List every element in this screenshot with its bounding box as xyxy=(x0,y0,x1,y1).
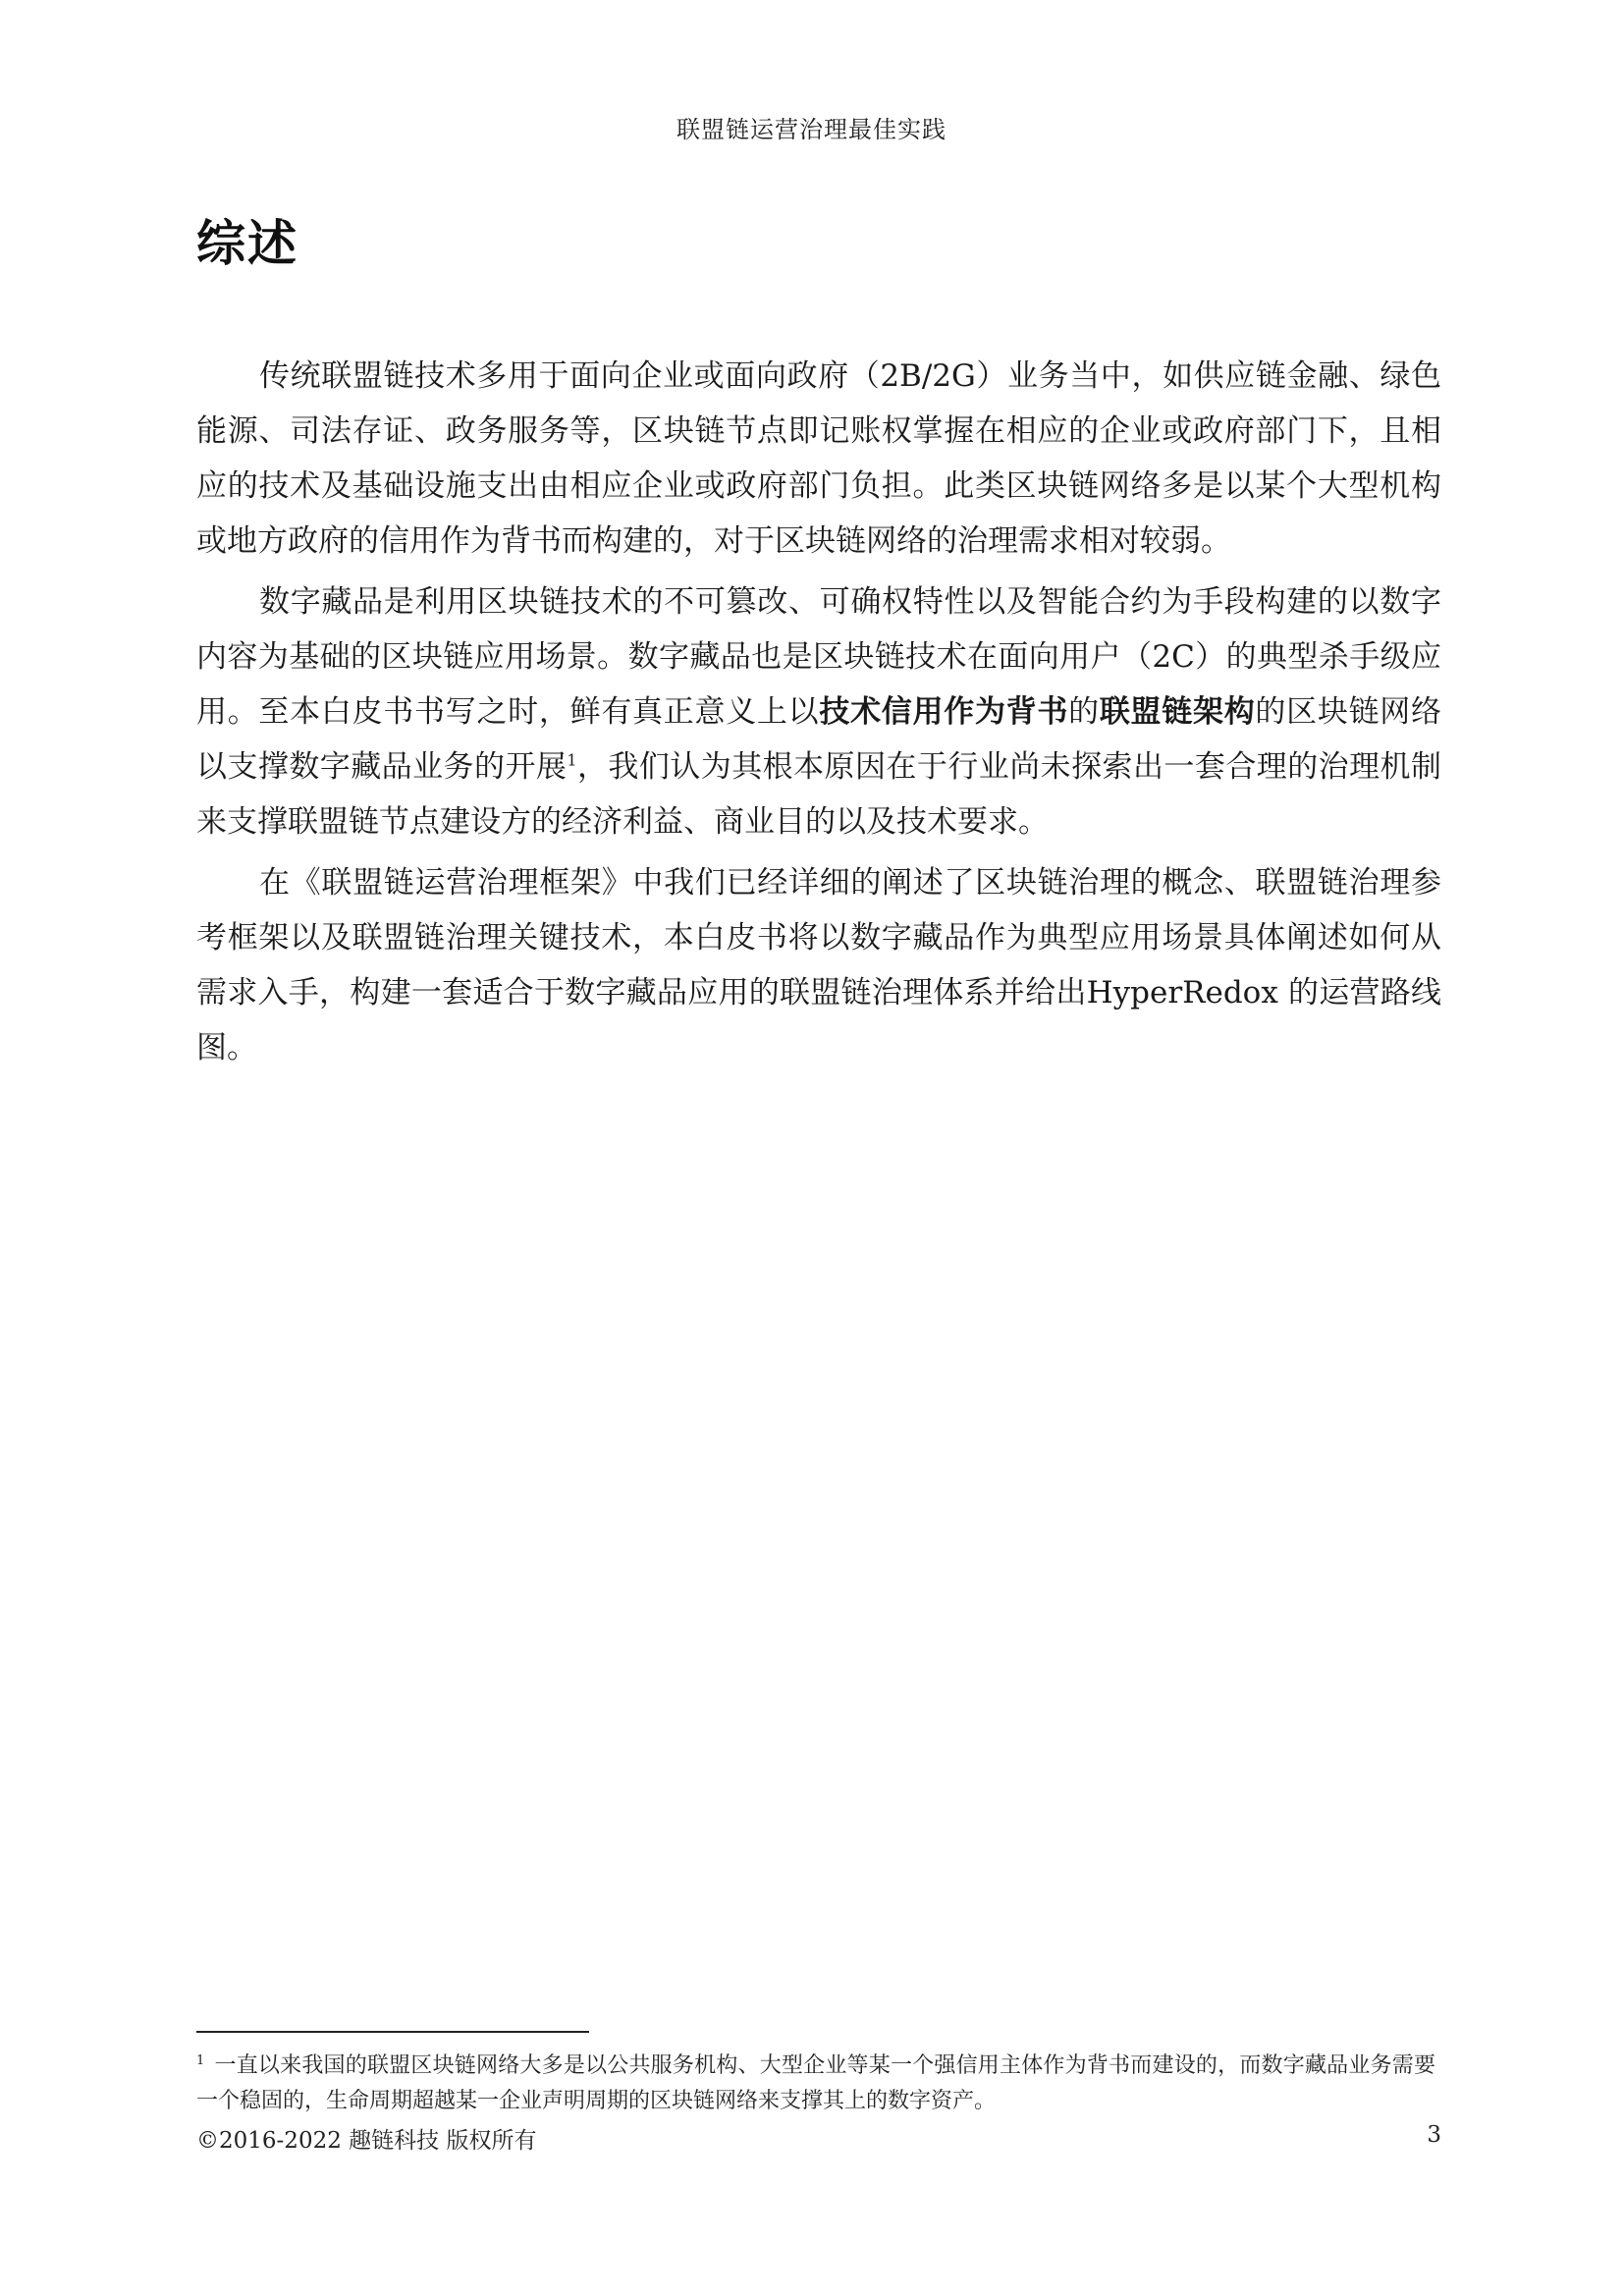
paragraph-2-text-b: 的 xyxy=(1068,694,1100,730)
footnote-reference[interactable]: 1 xyxy=(567,750,577,770)
paragraph-2-text-a: 数字藏品是利用区块链技术的不可篡改、可确权特性以及智能合约为手段构建的以数字内容为基础的区块链应用场景。数字藏品也是区块链技术在面向用户（2C）的典型杀手级应用。至本白皮书书写之时，鲜有真正意义上以 xyxy=(196,584,1441,730)
paragraph-2-text-d: ，我们认为其根本原因在于行业尚未探索出一套合理的治理机制来支撑联盟链节点建设方的经济利益、商业目的以及技术要求。 xyxy=(196,749,1441,840)
page-title: 综述 xyxy=(196,214,298,272)
footnote-text: 一直以来我国的联盟区块链网络大多是以公共服务机构、大型企业等某一个强信用主体作为背书而建设的，而数字藏品业务需要一个稳固的，生命周期超越某一企业声明周期的区块链网络来支撑其上的数字资产。 xyxy=(196,2053,1435,2113)
paragraph-2-text-c: 的区块链网络以支撑数字藏品业务的开展 xyxy=(196,694,1442,785)
paragraph-3: 在《联盟链运营治理框架》中我们已经详细的阐述了区块链治理的概念、联盟链治理参考框架以及联盟链治理关键技术，本白皮书将以数字藏品作为典型应用场景具体阐述如何从需求入手，构建一套适合于数字藏品应用的联盟链治理体系并给出HyperRedox 的运营路线图。 xyxy=(196,865,1441,1066)
footnote xyxy=(196,2049,1435,2119)
page-number: 3 xyxy=(1427,2122,1441,2148)
footnote-mark: 1 xyxy=(196,2052,205,2068)
bold-phrase-tech-credit: 技术信用作为背书 xyxy=(819,694,1069,730)
bold-phrase-consortium-arch: 联盟链架构 xyxy=(1099,694,1256,730)
running-header: 联盟链运营治理最佳实践 xyxy=(676,116,947,143)
footnote-divider xyxy=(196,2031,589,2033)
paragraph-2 xyxy=(196,574,1441,849)
body-text xyxy=(196,349,1441,1081)
paragraph-1: 传统联盟链技术多用于面向企业或面向政府（2B/2G）业务当中，如供应链金融、绿色能源、司法存证、政务服务等，区块链节点即记账权掌握在相应的企业或政府部门下，且相应的技术及基础设施支出由相应企业或政府部门负担。此类区块链网络多是以某个大型机构或地方政府的信用作为背书而构建的，对于区块链网络的治理需求相对较弱。 xyxy=(196,358,1441,559)
copyright-notice: ©2016-2022 趣链科技 版权所有 xyxy=(196,2128,537,2154)
